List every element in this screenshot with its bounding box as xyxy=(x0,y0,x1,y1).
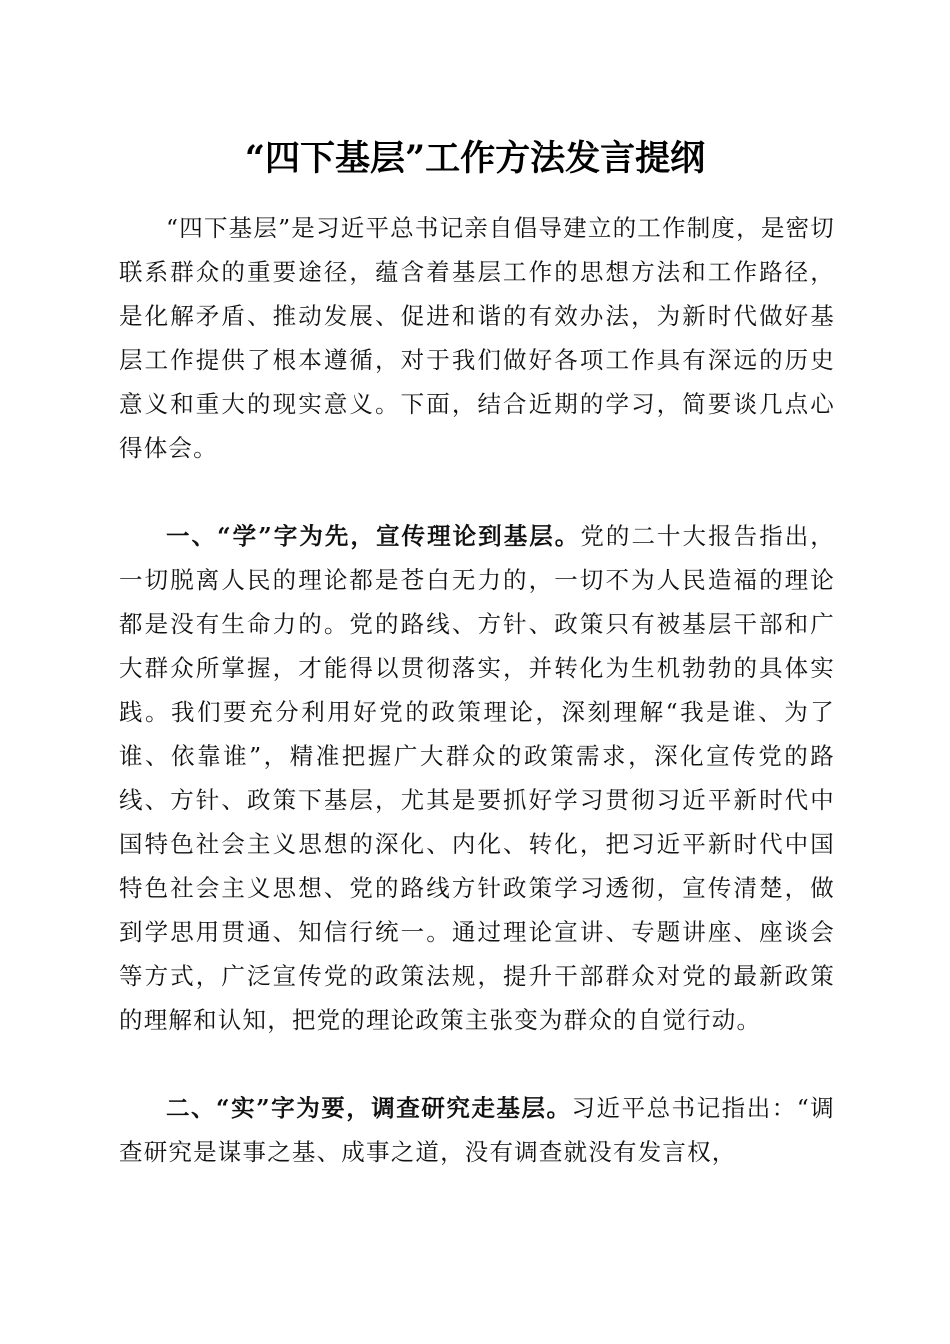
document-body xyxy=(119,206,835,470)
section-two-heading: 二、“实”字为要，调查研究走基层。 xyxy=(166,1094,572,1122)
intro-text: “四下基层”是习近平总书记亲自倡导建立的工作制度，是密切联系群众的重要途径，蕴含着基层工作的思想方法和工作路径，是化解矛盾、推动发展、促进和谐的有效办法，为新时代做好基层工作提供了根本遵循，对于我们做好各项工作具有深远的历史意义和重大的现实意义。下面，结合近期的学习，简要谈几点心得体会。 xyxy=(119,214,835,462)
section-two xyxy=(119,1086,835,1174)
section-one-paragraph xyxy=(119,514,835,1042)
document-title: “四下基层”工作方法发言提纲 xyxy=(244,138,706,179)
section-two-paragraph xyxy=(119,1086,835,1174)
section-two-text: 习近平总书记指出：“调查研究是谋事之基、成事之道，没有调查就没有发言权， xyxy=(119,1094,836,1166)
section-one-text: 党的二十大报告指出，一切脱离人民的理论都是苍白无力的，一切不为人民造福的理论都是没有生命力的。党的路线、方针、政策只有被基层干部和广大群众所掌握，才能得以贯彻落实，并转化为生机勃勃的具体实践。我们要充分利用好党的政策理论，深刻理解“我是谁、为了谁、依靠谁”，精准把握广大群众的政策需求，深化宣传党的路线、方针、政策下基层，尤其是要抓好学习贯彻习近平新时代中国特色社会主义思想的深化、内化、转化，把习近平新时代中国特色社会主义思想、党的路线方针政策学习透彻，宣传清楚，做到学思用贯通、知信行统一。通过理论宣讲、专题讲座、座谈会等方式，广泛宣传党的政策法规，提升干部群众对党的最新政策的理解和认知，把党的理论政策主张变为群众的自觉行动。 xyxy=(119,522,835,1034)
section-one xyxy=(119,514,835,1042)
intro-paragraph xyxy=(119,206,835,470)
section-one-heading: 一、“学”字为先，宣传理论到基层。 xyxy=(166,522,581,550)
